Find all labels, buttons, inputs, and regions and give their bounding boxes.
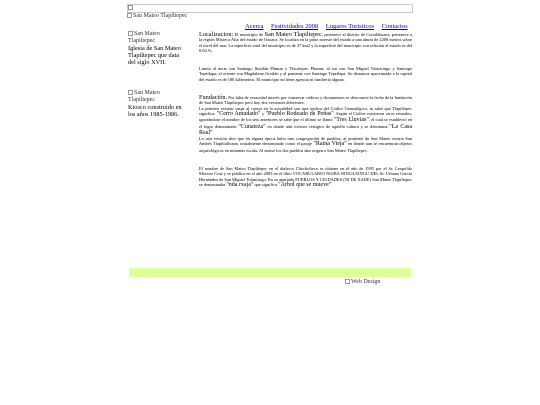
foundation-text-g: . — [212, 129, 214, 135]
broken-image-icon — [128, 90, 133, 95]
foundation-text-d: . Según el Códice existieron otros reinados, ignorándose el nombre de los seis anteriores se sabe que el último se llamó — [199, 110, 412, 123]
broken-image-icon — [128, 5, 133, 10]
main-content — [199, 32, 412, 193]
foundation-text-b: La primera versión surge al contar en la actualidad con una replica del Códice Genealógico, se sabe que Tlapiltepec significa: — [199, 105, 412, 116]
name-origin-paragraph — [199, 166, 412, 188]
nav-link-festividades[interactable]: Festividades 2008 — [271, 23, 319, 30]
broken-image-icon — [128, 31, 133, 36]
web-design-alt: Web Design — [351, 279, 381, 285]
quote-casa-real: "La Casa Real" — [199, 123, 412, 136]
location-text-a: El municipio de — [233, 32, 265, 37]
nav-link-acerca[interactable]: Acerca — [245, 23, 264, 30]
main-nav — [245, 23, 414, 31]
foundation-text-e: , el cual se estableció en el lugar denominado — [199, 117, 412, 129]
sidebar-photo-church — [128, 31, 182, 66]
town-name: San Mateo Tlapiltepec — [264, 31, 322, 38]
kiosk-image — [128, 90, 182, 104]
quote-pueblo: "Pueblo Rodeado de Peñas" — [265, 110, 334, 117]
broken-image-icon — [345, 279, 350, 284]
quote-arbol: "Arbol que se mueve" — [278, 181, 332, 188]
foundation-text-h: La otra versión dice que en alguna época hubo una congregación de pueblos, al poniente de San Mateo existía San Andrés Tlapiltallcatzu actualmente denominado como el paraje — [199, 136, 412, 147]
kiosk-caption: Kiosco construido en los años 1985-1986. — [128, 104, 182, 118]
location-heading: Localizacion: — [199, 31, 234, 38]
quote-nda-rxaja: "nda rxaja" — [226, 181, 254, 188]
location-paragraph — [199, 32, 412, 53]
header-logo-alt: San Mateo Tlapiltepec — [133, 13, 188, 19]
header-logo-image — [127, 13, 187, 20]
nav-link-contactos[interactable]: Contactos — [381, 23, 408, 30]
web-design-image — [345, 279, 380, 286]
nav-link-lugares-turisticos[interactable]: Lugares Turisticos — [325, 23, 374, 30]
quote-tres-lluvias: "Tres Lluvias" — [333, 117, 369, 124]
foundation-text-f: en donde aún existen vestigios de aquella cultura y se denomina — [265, 123, 390, 129]
church-caption: Iglesia de San Mateo Tlapiltepec que data del siglo XVII. — [128, 45, 181, 66]
foundation-text-a: Por falta de veracidad interés por conservar códices y documentos se desconoce la fecha de la fundación de San Mateo Tlapiltepec pero hay dos versiones diferentes. — [199, 95, 412, 106]
footer-bar — [129, 268, 411, 277]
sidebar-photo-kiosk — [128, 90, 182, 118]
foundation-heading: Fundación. — [199, 94, 228, 102]
church-image — [128, 31, 182, 45]
name-origin-text-c: . — [331, 181, 333, 187]
foundation-text-i: en donde aun se encuentran objetos arqueológicos en mínimas escala. Al unirse los dos pueblos dan origen a San Mateo Tlapiltepec. — [199, 141, 413, 153]
foundation-text-c: y — [260, 110, 266, 116]
top-banner-image — [127, 4, 413, 13]
foundation-paragraph — [199, 95, 412, 153]
broken-image-icon — [127, 13, 132, 18]
quote-raina-vieja: "Raina Vieja" — [313, 141, 347, 148]
name-origin-text-b: que significa — [254, 181, 279, 187]
name-origin-text-a: El nombre de San Mateo Tlapiltepec en el dialecto Chocholteco se obtiene en el año de 1995 por el Sr. Leopoldo Moreno Cruz y se publica en el año 2003 en el libro VOCABULARIO NGIBA NINGAXINGU DEL Sr. Urbano García Hernández de San Miguel Tulancingo. En su apartado PUEBLOS Y CIUDADES (NI DE XADE) San Mateo Tlapiltepec se denominaba — [199, 166, 412, 187]
boundaries-paragraph: Limita al norte con Santiago Ihuitlán Plumas y Tlacotepec Plumas; al sur con San Miguel Tulancingo y Santiago Tepetlapa; al oriente con Magdalena Jicotlán y al poniente con Santiago Tepetlapa. Su distancia aproximada a la capital del estado es de 180 kilómetros. El municipio no tiene agencia ni ranchería alguna. — [199, 66, 412, 82]
location-text-b: , pertenece al distrito de Coixtlahuaca, pertenece a la región Mixteca Alta del estado de Oaxaca. Se localiza en la parte noreste del estado a una altura de 2200 metros sobre el nivel del mar. La superficie total del municipio es de 37 km2 y la superficie del municipio con relación al estado es del 0.04 %. — [199, 32, 412, 53]
quote-cunateza: "Cunateza" — [238, 123, 266, 130]
kiosk-image-alt: San Mateo Tlapiltepec — [128, 90, 160, 103]
quote-cerro: "Cerro Amudado" — [216, 110, 261, 117]
church-image-alt: San Mateo Tlapiltepec — [128, 31, 160, 44]
